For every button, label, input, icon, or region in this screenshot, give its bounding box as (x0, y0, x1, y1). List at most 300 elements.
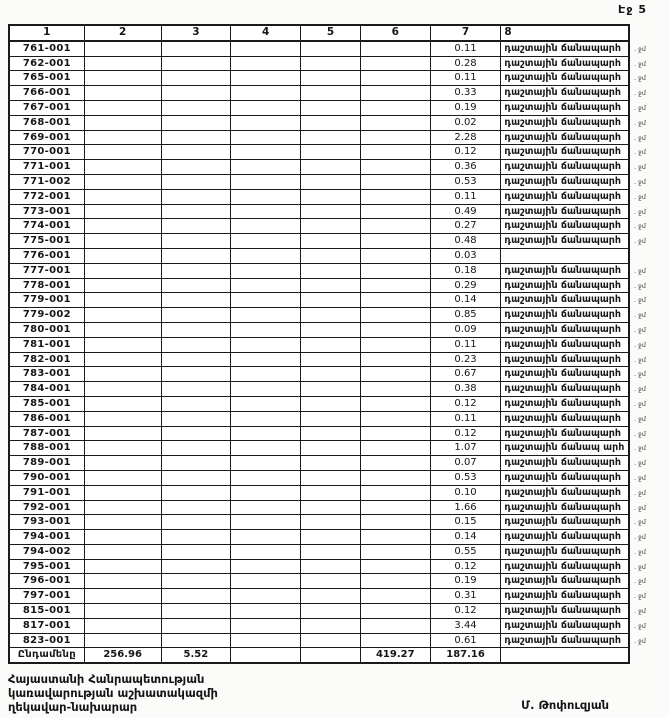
margin-note: . ջմ (634, 414, 646, 423)
table-row-cells (8, 382, 630, 397)
margin-note: . ջմ (634, 103, 646, 112)
col6-cell (361, 574, 431, 588)
table-row-cells (8, 486, 630, 501)
area-value-cell: 0.49 (431, 205, 502, 219)
table-row (8, 634, 646, 649)
col2-cell (85, 175, 162, 189)
col3-cell (162, 145, 232, 159)
col5-cell (301, 353, 361, 367)
col2-cell (85, 234, 162, 248)
area-value-cell: 0.11 (431, 190, 502, 204)
col3-cell (162, 323, 232, 337)
area-value-cell: 0.02 (431, 116, 502, 130)
header-col-2: 2 (85, 26, 162, 40)
col4-cell (231, 353, 301, 367)
area-value-cell: 0.14 (431, 293, 502, 307)
land-use-cell: դաշտային ճանապարհ (504, 619, 621, 631)
land-use-cell: դաշտային ճանապարհ (504, 427, 621, 439)
col3-cell (162, 279, 232, 293)
margin-note: . ջմ (634, 133, 646, 142)
col2-cell (85, 190, 162, 204)
margin-note: . ջմ (634, 74, 646, 83)
area-value-cell: 0.15 (431, 515, 502, 529)
col6-cell (361, 441, 431, 455)
parcel-code-cell: 823-001 (10, 634, 85, 648)
parcel-code-cell: 778-001 (10, 279, 85, 293)
margin-note: . ջմ (634, 518, 646, 527)
table-row-cells (8, 219, 630, 234)
col2-cell (85, 57, 162, 71)
table-row (8, 545, 646, 560)
total-label-cell: Ընդամենը (10, 648, 85, 662)
col5-cell (301, 131, 361, 145)
table-row-cells (8, 545, 630, 560)
area-value-cell: 0.18 (431, 264, 502, 278)
col6-cell (361, 234, 431, 248)
col5-cell (301, 338, 361, 352)
col4-cell (231, 397, 301, 411)
col3-cell (162, 131, 232, 145)
col2-cell (85, 589, 162, 603)
col5-cell (301, 234, 361, 248)
col4-cell (231, 634, 301, 648)
parcel-code-cell: 769-001 (10, 131, 85, 145)
table-row (8, 57, 646, 72)
col4-cell (231, 619, 301, 633)
land-use-cell: դաշտային ճանապարհ (504, 560, 621, 572)
table-row (8, 205, 646, 220)
table-row (8, 279, 646, 294)
area-value-cell: 0.03 (431, 249, 502, 263)
col2-cell (85, 560, 162, 574)
parcel-code-cell: 782-001 (10, 353, 85, 367)
footer-line-3: ղեկավար-նախարար (8, 700, 138, 714)
col3-cell (162, 234, 232, 248)
parcel-code-cell: 783-001 (10, 367, 85, 381)
parcel-code-cell: 784-001 (10, 382, 85, 396)
col3-cell (162, 397, 232, 411)
col3-cell (162, 441, 232, 455)
header-col-3: 3 (162, 26, 232, 40)
margin-note: . ջմ (634, 592, 646, 601)
area-value-cell: 1.07 (431, 441, 502, 455)
col5-cell (301, 574, 361, 588)
col3-cell (162, 264, 232, 278)
table-row-cells (8, 353, 630, 368)
area-value-cell: 0.12 (431, 397, 502, 411)
col2-cell (85, 456, 162, 470)
land-use-cell: դաշտային ճանապարհ (504, 101, 621, 113)
col4-cell (231, 131, 301, 145)
col4-cell (231, 219, 301, 233)
col3-cell (162, 634, 232, 648)
table-row (8, 145, 646, 160)
table-row-cells (8, 560, 630, 575)
land-use-cell: դաշտային ճանապարհ (504, 605, 621, 617)
table-row-cells (8, 634, 630, 649)
col5-cell (301, 279, 361, 293)
table-row (8, 234, 646, 249)
total-col8-cell (501, 648, 628, 662)
col2-cell (85, 486, 162, 500)
parcel-code-cell: 815-001 (10, 604, 85, 618)
margin-note: . ջմ (634, 89, 646, 98)
table-row-cells (8, 86, 630, 101)
table-row (8, 264, 646, 279)
parcel-code-cell: 817-001 (10, 619, 85, 633)
land-use-cell: դաշտային ճանապարհ (504, 205, 621, 217)
col6-cell (361, 160, 431, 174)
col3-cell (162, 249, 232, 263)
col6-cell (361, 71, 431, 85)
col6-cell (361, 57, 431, 71)
col5-cell (301, 308, 361, 322)
parcel-code-cell: 791-001 (10, 486, 85, 500)
col3-cell (162, 501, 232, 515)
col3-cell (162, 619, 232, 633)
margin-note: . ջմ (634, 163, 646, 172)
table-row (8, 412, 646, 427)
col6-cell (361, 190, 431, 204)
col6-cell (361, 382, 431, 396)
margin-note: . ջմ (634, 503, 646, 512)
col3-cell (162, 560, 232, 574)
col3-cell (162, 190, 232, 204)
col5-cell (301, 42, 361, 56)
col6-cell (361, 530, 431, 544)
parcel-code-cell: 765-001 (10, 71, 85, 85)
col4-cell (231, 205, 301, 219)
parcel-code-cell: 777-001 (10, 264, 85, 278)
col3-cell (162, 486, 232, 500)
table-row-cells (8, 441, 630, 456)
col6-cell (361, 367, 431, 381)
table-row (8, 42, 646, 57)
col6-cell (361, 86, 431, 100)
col4-cell (231, 101, 301, 115)
table-row (8, 219, 646, 234)
col6-cell (361, 205, 431, 219)
parcel-code-cell: 770-001 (10, 145, 85, 159)
area-value-cell: 0.53 (431, 175, 502, 189)
col6-cell (361, 456, 431, 470)
table-row-cells (8, 397, 630, 412)
table-row-cells (8, 249, 630, 264)
margin-note: . ջմ (634, 533, 646, 542)
col2-cell (85, 279, 162, 293)
parcel-code-cell: 792-001 (10, 501, 85, 515)
land-use-cell: դաշտային ճանապարհ (504, 57, 621, 69)
table-row-cells (8, 293, 630, 308)
parcel-code-cell: 779-001 (10, 293, 85, 307)
col5-cell (301, 427, 361, 441)
col5-cell (301, 116, 361, 130)
col6-cell (361, 397, 431, 411)
col5-cell (301, 589, 361, 603)
col6-cell (361, 308, 431, 322)
parcel-code-cell: 771-002 (10, 175, 85, 189)
col2-cell (85, 160, 162, 174)
col6-cell (361, 42, 431, 56)
margin-note: . ջմ (634, 281, 646, 290)
col5-cell (301, 530, 361, 544)
land-use-cell: դաշտային ճանապարհ (504, 634, 621, 646)
col5-cell (301, 471, 361, 485)
col4-cell (231, 382, 301, 396)
land-use-cell: դաշտային ճանապարհ (504, 397, 621, 409)
col5-cell (301, 293, 361, 307)
col5-cell (301, 486, 361, 500)
parcel-code-cell: 772-001 (10, 190, 85, 204)
parcel-code-cell: 766-001 (10, 86, 85, 100)
area-value-cell: 0.19 (431, 574, 502, 588)
col6-cell (361, 219, 431, 233)
land-use-cell: դաշտային ճանապարհ (504, 116, 621, 128)
col2-cell (85, 116, 162, 130)
area-value-cell: 0.11 (431, 412, 502, 426)
land-use-cell: դաշտային ճանապարհ (504, 131, 621, 143)
area-value-cell: 2.28 (431, 131, 502, 145)
signature-name: Մ. Թոփուզյան (521, 698, 609, 712)
parcel-code-cell: 787-001 (10, 427, 85, 441)
table-row-cells (8, 42, 630, 57)
table-row-cells (8, 501, 630, 516)
parcel-code-cell: 796-001 (10, 574, 85, 588)
margin-note: . ջմ (634, 399, 646, 408)
col3-cell (162, 42, 232, 56)
col4-cell (231, 501, 301, 515)
col6-cell (361, 101, 431, 115)
land-use-cell: դաշտային ճանապարհ (504, 353, 621, 365)
col4-cell (231, 279, 301, 293)
table-total-row (8, 648, 646, 664)
col5-cell (301, 367, 361, 381)
col5-cell (301, 264, 361, 278)
area-value-cell: 0.11 (431, 338, 502, 352)
col3-cell (162, 57, 232, 71)
land-use-cell: դաշտային ճանապարհ (504, 501, 621, 513)
footer-line-2: կառավարության աշխատակազմի (8, 686, 218, 700)
land-use-cell: դաշտային ճանապարհ (504, 486, 621, 498)
col2-cell (85, 308, 162, 322)
col6-cell (361, 338, 431, 352)
col2-cell (85, 293, 162, 307)
table-row-cells (8, 175, 630, 190)
col4-cell (231, 57, 301, 71)
col3-cell (162, 219, 232, 233)
parcel-code-cell: 794-002 (10, 545, 85, 559)
header-col-7: 7 (431, 26, 502, 40)
table-row (8, 101, 646, 116)
area-value-cell: 0.23 (431, 353, 502, 367)
col4-cell (231, 530, 301, 544)
land-use-cell: դաշտային ճանապարհ (504, 309, 621, 321)
table-row (8, 323, 646, 338)
table-row-cells (8, 427, 630, 442)
margin-note: . ջմ (634, 547, 646, 556)
col5-cell (301, 560, 361, 574)
area-value-cell: 0.36 (431, 160, 502, 174)
col5-cell (301, 441, 361, 455)
parcel-code-cell: 785-001 (10, 397, 85, 411)
col4-cell (231, 116, 301, 130)
table-row-cells (8, 308, 630, 323)
margin-note: . ջմ (634, 444, 646, 453)
table-row (8, 441, 646, 456)
parcel-code-cell: 779-002 (10, 308, 85, 322)
table-row (8, 190, 646, 205)
col3-cell (162, 353, 232, 367)
table-row (8, 501, 646, 516)
table-row-cells (8, 264, 630, 279)
col6-cell (361, 589, 431, 603)
col3-cell (162, 160, 232, 174)
margin-note: . ջմ (634, 296, 646, 305)
table-row-cells (8, 619, 630, 634)
col4-cell (231, 574, 301, 588)
col3-cell (162, 175, 232, 189)
col3-cell (162, 456, 232, 470)
parcel-code-cell: 776-001 (10, 249, 85, 263)
cadastre-table (8, 24, 646, 664)
margin-note: . ջմ (634, 577, 646, 586)
col6-cell (361, 604, 431, 618)
area-value-cell: 0.29 (431, 279, 502, 293)
land-use-cell: դաշտային ճանապարհ (504, 323, 621, 335)
parcel-code-cell: 797-001 (10, 589, 85, 603)
col6-cell (361, 619, 431, 633)
header-col-4: 4 (231, 26, 301, 40)
col5-cell (301, 175, 361, 189)
area-value-cell: 0.31 (431, 589, 502, 603)
land-use-cell: դաշտային ճանապարհ (504, 235, 621, 247)
area-value-cell: 0.12 (431, 560, 502, 574)
col4-cell (231, 338, 301, 352)
col5-cell (301, 71, 361, 85)
parcel-code-cell: 775-001 (10, 234, 85, 248)
land-use-cell: դաշտային ճանապարհ (504, 383, 621, 395)
table-header-cells (8, 24, 630, 42)
table-row-cells (8, 131, 630, 146)
footer-line-1: Հայաստանի Հանրապետության (8, 672, 205, 686)
table-row (8, 308, 646, 323)
col6-cell (361, 501, 431, 515)
table-row-cells (8, 279, 630, 294)
parcel-code-cell: 794-001 (10, 530, 85, 544)
table-row (8, 427, 646, 442)
table-body (8, 42, 646, 649)
table-row-cells (8, 234, 630, 249)
margin-note: . ջմ (634, 429, 646, 438)
table-row (8, 560, 646, 575)
table-row-cells (8, 338, 630, 353)
area-value-cell: 0.12 (431, 145, 502, 159)
col5-cell (301, 323, 361, 337)
table-row (8, 530, 646, 545)
col4-cell (231, 560, 301, 574)
area-value-cell: 0.27 (431, 219, 502, 233)
table-row (8, 515, 646, 530)
col4-cell (231, 471, 301, 485)
land-use-cell: դաշտային ճանապարհ (504, 146, 621, 158)
table-row-cells (8, 71, 630, 86)
table-row-cells (8, 412, 630, 427)
land-use-cell (501, 249, 628, 263)
col6-cell (361, 412, 431, 426)
table-row-cells (8, 471, 630, 486)
col5-cell (301, 545, 361, 559)
land-use-cell: դաշտային ճանապ արհ (504, 442, 625, 454)
table-row-cells (8, 456, 630, 471)
col3-cell (162, 338, 232, 352)
land-use-cell: դաշտային ճանապարհ (504, 531, 621, 543)
margin-note: . ջմ (634, 488, 646, 497)
margin-note: . ջմ (634, 607, 646, 616)
col2-cell (85, 382, 162, 396)
table-row-cells (8, 530, 630, 545)
parcel-code-cell: 762-001 (10, 57, 85, 71)
margin-note: . ջմ (634, 44, 646, 53)
col6-cell (361, 323, 431, 337)
margin-note: . ջմ (634, 311, 646, 320)
col2-cell (85, 530, 162, 544)
col4-cell (231, 293, 301, 307)
margin-note: . ջմ (634, 636, 646, 645)
total-col3-cell: 5.52 (162, 648, 232, 662)
table-row (8, 367, 646, 382)
total-col2-cell: 256.96 (85, 648, 162, 662)
land-use-cell: դաշտային ճանապարհ (504, 368, 621, 380)
col5-cell (301, 634, 361, 648)
area-value-cell: 0.12 (431, 427, 502, 441)
col5-cell (301, 397, 361, 411)
col4-cell (231, 604, 301, 618)
parcel-code-cell: 761-001 (10, 42, 85, 56)
col4-cell (231, 264, 301, 278)
col2-cell (85, 367, 162, 381)
col6-cell (361, 116, 431, 130)
land-use-cell: դաշտային ճանապարհ (504, 575, 621, 587)
area-value-cell: 0.85 (431, 308, 502, 322)
total-col7-cell: 187.16 (431, 648, 502, 662)
col6-cell (361, 131, 431, 145)
col2-cell (85, 471, 162, 485)
col5-cell (301, 501, 361, 515)
area-value-cell: 0.11 (431, 42, 502, 56)
col2-cell (85, 101, 162, 115)
col2-cell (85, 545, 162, 559)
col4-cell (231, 545, 301, 559)
col4-cell (231, 308, 301, 322)
col4-cell (231, 486, 301, 500)
col5-cell (301, 205, 361, 219)
area-value-cell: 0.61 (431, 634, 502, 648)
table-row (8, 160, 646, 175)
col4-cell (231, 190, 301, 204)
col5-cell (301, 145, 361, 159)
area-value-cell: 0.55 (431, 545, 502, 559)
area-value-cell: 0.12 (431, 604, 502, 618)
parcel-code-cell: 771-001 (10, 160, 85, 174)
area-value-cell: 0.28 (431, 57, 502, 71)
col4-cell (231, 441, 301, 455)
table-row (8, 131, 646, 146)
area-value-cell: 0.67 (431, 367, 502, 381)
table-row (8, 456, 646, 471)
table-total-cells (8, 648, 630, 664)
table-row-cells (8, 367, 630, 382)
col2-cell (85, 219, 162, 233)
